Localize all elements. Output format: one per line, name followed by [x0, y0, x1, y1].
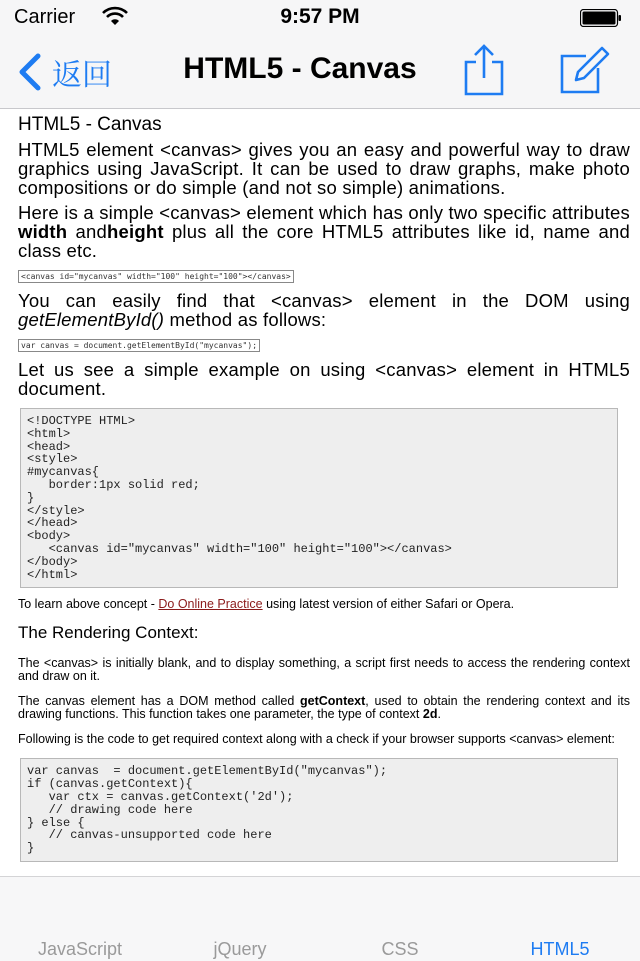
get-context-paragraph	[18, 695, 630, 721]
blank-canvas-paragraph: The <canvas> is initially blank, and to display something, a script first needs to access the rendering context and draw on it.	[18, 656, 630, 684]
practice-paragraph	[18, 598, 630, 611]
carrier-label: Carrier	[14, 6, 76, 28]
tab-jquery[interactable]: jQuery	[213, 939, 267, 959]
tab-html5[interactable]: HTML5	[530, 939, 590, 959]
navigation-bar	[0, 36, 640, 109]
status-bar	[0, 0, 640, 36]
tab-javascript[interactable]: JavaScript	[37, 939, 123, 959]
text-span: and	[67, 221, 107, 242]
bold-2d: 2d	[422, 707, 438, 722]
example-paragraph: Let us see a simple example on using <canvas> element in HTML5 document.	[18, 359, 630, 399]
dom-paragraph	[18, 291, 630, 329]
compose-icon[interactable]	[558, 46, 610, 96]
text-span: using latest version of either Safari or Opera.	[262, 597, 515, 612]
text-span: The canvas element has a DOM method called	[18, 694, 301, 709]
italic-method: getElementById()	[18, 309, 165, 330]
section-title: HTML5 - Canvas	[18, 114, 162, 135]
bold-height: height	[107, 221, 164, 242]
tab-css[interactable]: CSS	[381, 939, 419, 959]
text-span: plus all the core HTML5 attributes like id, name and class etc.	[18, 221, 630, 261]
text-span: , used to obtain the rendering context and its drawing functions. This function takes one parameter, the type of context	[18, 694, 630, 722]
article-content[interactable]	[18, 112, 630, 876]
battery-icon	[580, 9, 622, 27]
context-code-block: var canvas = document.getElementById("mycanvas"); if (canvas.getContext){ var ctx = canvas.getContext('2d'); // drawing code here } else { // canvas-unsupported code here }	[20, 758, 618, 862]
back-button[interactable]	[14, 50, 112, 94]
canvas-tag-code: <canvas id="mycanvas" width="100" height="100"></canvas>	[18, 270, 294, 283]
bold-getcontext: getContext	[300, 694, 366, 709]
page-title: HTML5 - Canvas	[183, 52, 417, 85]
example-code-block: <!DOCTYPE HTML> <html> <head> <style> #mycanvas{ border:1px solid red; } </style> </head> <body> <canvas id="mycanvas" width="100" height="100"></canvas> </body> </html>	[20, 408, 618, 588]
rendering-context-heading: The Rendering Context:	[18, 623, 199, 643]
support-check-paragraph: Following is the code to get required context along with a check if your browser supports <canvas> element:	[18, 732, 615, 747]
tab-bar	[0, 876, 640, 961]
share-icon[interactable]	[462, 44, 506, 96]
attributes-paragraph	[18, 203, 630, 260]
bold-width: width	[18, 221, 68, 242]
text-span: To learn above concept -	[18, 597, 159, 612]
text-span: .	[437, 707, 441, 722]
text-span: Here is a simple <canvas> element which has only two specific attributes	[18, 202, 630, 223]
get-element-code: var canvas = document.getElementById("mycanvas");	[18, 339, 260, 352]
intro-paragraph: HTML5 element <canvas> gives you an easy and powerful way to draw graphics using JavaScript. It can be used to draw graphs, make photo compositions or do simple (and not so simple) animations.	[18, 139, 630, 198]
chevron-left-icon	[14, 52, 44, 92]
clock: 9:57 PM	[280, 5, 360, 28]
online-practice-link[interactable]: Do Online Practice	[158, 597, 263, 612]
text-span: You can easily find that <canvas> element in the DOM using	[18, 290, 630, 311]
back-label: 返回	[52, 58, 112, 93]
text-span: method as follows:	[164, 309, 327, 330]
